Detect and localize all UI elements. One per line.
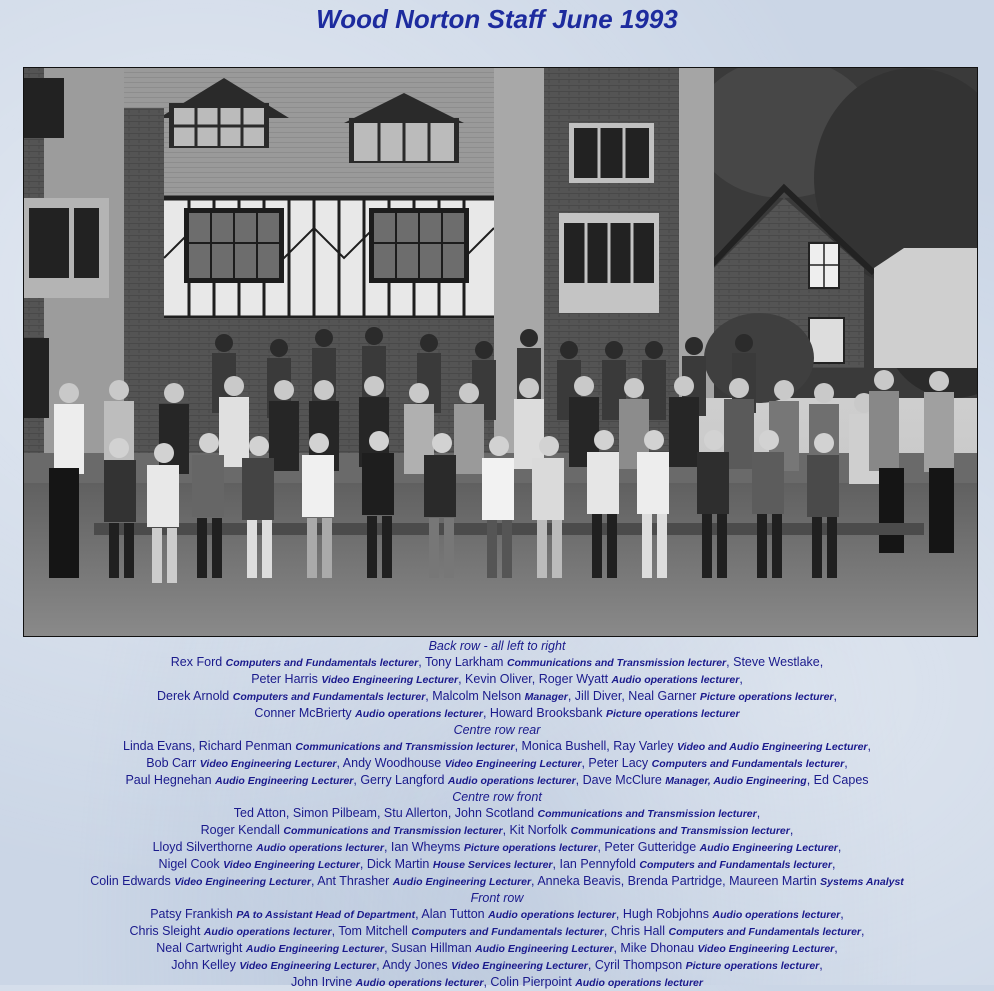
person-name: Peter Harris xyxy=(251,672,318,686)
person-name: Dave McClure xyxy=(582,773,662,787)
person-role: Communications and Transmission lecturer xyxy=(295,741,515,753)
person-name: Ian Wheyms xyxy=(390,840,461,854)
person-role: Picture operations lecturer xyxy=(605,708,740,720)
person-role: Audio operations lecturer xyxy=(447,775,576,787)
person-role: Audio operations lecturer xyxy=(575,977,703,989)
names-line: Derek Arnold Computers and Fundamentals lecturer, Malcolm Nelson Manager, Jill Diver, Neal Garner Picture operations lecturer, xyxy=(157,689,837,703)
person-name: Anneka Beavis xyxy=(537,874,621,888)
person-name: Maureen Martin xyxy=(729,874,817,888)
person-role: Computers and Fundamentals lecturer xyxy=(225,657,419,669)
person-role: Video Engineering Lecturer xyxy=(444,758,582,770)
person-name: Neal Garner xyxy=(628,689,697,703)
person-role: Video Engineering Lecturer xyxy=(199,758,337,770)
person-name: Conner McBrierty xyxy=(254,706,352,720)
person-name: Malcolm Nelson xyxy=(432,689,522,703)
person-name: Derek Arnold xyxy=(157,689,230,703)
names-line: John Irvine Audio operations lecturer, Colin Pierpoint Audio operations lecturer xyxy=(291,975,703,989)
person-name: Kevin Oliver xyxy=(465,672,532,686)
page-title: Wood Norton Staff June 1993 xyxy=(316,4,678,34)
photo-scene xyxy=(24,68,978,637)
person-name: Nigel Cook xyxy=(158,857,220,871)
person-role: Audio operations lecturer xyxy=(355,977,484,989)
person-role: Audio operations lecturer xyxy=(611,674,740,686)
person-name: Ian Pennyfold xyxy=(559,857,636,871)
row-heading: Centre row front xyxy=(452,790,542,804)
person-name: John Irvine xyxy=(291,975,353,989)
person-name: Steve Westlake xyxy=(733,655,820,669)
person-role: Audio operations lecturer xyxy=(488,909,616,921)
person-name: Roger Kendall xyxy=(200,823,280,837)
row-heading: Back row - all left to right xyxy=(428,639,566,653)
person-role: Computers and Fundamentals lecturer xyxy=(668,926,862,938)
person-role: Communications and Transmission lecturer xyxy=(570,825,790,837)
person-name: Chris Sleight xyxy=(129,924,201,938)
person-role: PA to Assistant Head of Department xyxy=(236,909,416,921)
person-role: Audio operations lecturer xyxy=(203,926,332,938)
person-name: Ray Varley xyxy=(613,739,674,753)
person-name: Rex Ford xyxy=(170,655,223,669)
names-line: Nigel Cook Video Engineering Lecturer, Dick Martin House Services lecturer, Ian Pennyfold Computers and Fundamentals lecturer, xyxy=(158,857,836,871)
person-role: House Services lecturer xyxy=(432,859,553,871)
person-name: Ted Atton xyxy=(233,806,286,820)
person-name: Bob Carr xyxy=(146,756,197,770)
person-role: Audio operations lecturer xyxy=(355,708,483,720)
row-heading: Centre row rear xyxy=(453,723,541,737)
person-role: Communications and Transmission lecturer xyxy=(506,657,727,669)
names-line: Lloyd Silverthorne Audio operations lecturer, Ian Wheyms Picture operations lecturer, Peter Gutteridge Audio Engineering Lecturer, xyxy=(152,840,842,854)
person-role: Video Engineering Lecturer xyxy=(223,859,360,871)
person-name: Paul Hegnehan xyxy=(125,773,212,787)
person-name: Peter Lacy xyxy=(588,756,649,770)
caption-block xyxy=(0,638,994,991)
person-name: Cyril Thompson xyxy=(594,958,683,972)
row-heading: Front row xyxy=(470,891,524,905)
names-line: Paul Hegnehan Audio Engineering Lecturer, Gerry Langford Audio operations lecturer, Dave McClure Manager, Audio Engineering, Ed Capes xyxy=(125,773,869,787)
names-line: Conner McBrierty Audio operations lecturer, Howard Brooksbank Picture operations lecturer xyxy=(254,706,740,720)
person-name: Peter Gutteridge xyxy=(604,840,697,854)
person-name: Hugh Robjohns xyxy=(622,907,710,921)
person-name: Simon Pilbeam xyxy=(292,806,377,820)
person-name: Tony Larkham xyxy=(424,655,504,669)
names-line: Bob Carr Video Engineering Lecturer, Andy Woodhouse Video Engineering Lecturer, Peter Lacy Computers and Fundamentals lecturer, xyxy=(146,756,848,770)
person-name: Patsy Frankish xyxy=(150,907,233,921)
person-name: Dick Martin xyxy=(366,857,430,871)
person-name: John Kelley xyxy=(171,958,236,972)
person-name: Howard Brooksbank xyxy=(489,706,603,720)
names-line: Linda Evans, Richard Penman Communications and Transmission lecturer, Monica Bushell, Ray Varley Video and Audio Engineering Lecturer, xyxy=(123,739,871,753)
person-name: Linda Evans xyxy=(123,739,192,753)
person-name: Kit Norfolk xyxy=(509,823,568,837)
person-name: Lloyd Silverthorne xyxy=(152,840,253,854)
person-role: Communications and Transmission lecturer xyxy=(537,808,757,820)
person-name: Chris Hall xyxy=(610,924,665,938)
person-role: Picture operations lecturer xyxy=(463,842,598,854)
person-role: Computers and Fundamentals lecturer xyxy=(232,691,426,703)
person-name: Brenda Partridge xyxy=(627,874,723,888)
person-name: Mike Dhonau xyxy=(620,941,695,955)
person-name: Andy Woodhouse xyxy=(342,756,442,770)
person-role: Audio Engineering Lecturer xyxy=(215,775,354,787)
person-role: Audio operations lecturer xyxy=(256,842,384,854)
person-name: Neal Cartwright xyxy=(156,941,243,955)
person-role: Video Engineering Lecturer xyxy=(321,674,459,686)
person-name: Stu Allerton xyxy=(383,806,448,820)
person-role: Audio Engineering Lecturer xyxy=(699,842,838,854)
person-role: Video Engineering Lecturer xyxy=(451,960,588,972)
person-name: Monica Bushell xyxy=(521,739,607,753)
person-role: Manager, Audio Engineering xyxy=(665,775,807,787)
person-role: Audio Engineering Lecturer xyxy=(392,876,532,888)
person-name: Gerry Langford xyxy=(360,773,445,787)
names-line: Peter Harris Video Engineering Lecturer, Kevin Oliver, Roger Wyatt Audio operations lecturer, xyxy=(251,672,743,686)
person-role: Picture operations lecturer xyxy=(699,691,834,703)
person-name: Ant Thrasher xyxy=(317,874,390,888)
staff-group-photo xyxy=(23,67,978,637)
person-role: Manager xyxy=(524,691,568,703)
person-role: Audio Engineering Lecturer xyxy=(245,943,385,955)
person-name: Andy Jones xyxy=(382,958,448,972)
names-line: Ted Atton, Simon Pilbeam, Stu Allerton, John Scotland Communications and Transmission lecturer, xyxy=(233,806,761,820)
names-line: Roger Kendall Communications and Transmission lecturer, Kit Norfolk Communications and Transmission lecturer, xyxy=(200,823,794,837)
person-role: Video and Audio Engineering Lecturer xyxy=(676,741,868,753)
person-role: Audio Engineering Lecturer xyxy=(475,943,614,955)
person-name: Tom Mitchell xyxy=(338,924,408,938)
person-name: Richard Penman xyxy=(198,739,292,753)
person-role: Communications and Transmission lecturer xyxy=(283,825,503,837)
person-role: Computers and Fundamentals lecturer xyxy=(411,926,604,938)
person-role: Video Engineering Lecturer xyxy=(697,943,835,955)
person-name: Roger Wyatt xyxy=(538,672,609,686)
person-name: Colin Pierpoint xyxy=(490,975,572,989)
person-role: Video Engineering Lecturer xyxy=(174,876,311,888)
person-role: Systems Analyst xyxy=(820,876,904,888)
person-role: Picture operations lecturer xyxy=(685,960,820,972)
person-name: Ed Capes xyxy=(813,773,869,787)
names-line: Patsy Frankish PA to Assistant Head of Department, Alan Tutton Audio operations lecturer, Hugh Robjohns Audio operations lecturer, xyxy=(150,907,844,921)
names-line: John Kelley Video Engineering Lecturer, Andy Jones Video Engineering Lecturer, Cyril Thompson Picture operations lecturer, xyxy=(171,958,823,972)
person-role: Computers and Fundamentals lecturer xyxy=(639,859,832,871)
names-line: Colin Edwards Video Engineering Lecturer, Ant Thrasher Audio Engineering Lecturer, Anneka Beavis, Brenda Partridge, Maureen Martin Systems Analyst xyxy=(90,874,904,888)
person-name: Susan Hillman xyxy=(391,941,472,955)
names-line: Neal Cartwright Audio Engineering Lecturer, Susan Hillman Audio Engineering Lecturer, Mike Dhonau Video Engineering Lecturer, xyxy=(156,941,838,955)
person-role: Audio operations lecturer xyxy=(712,909,841,921)
person-name: John Scotland xyxy=(454,806,535,820)
names-line: Rex Ford Computers and Fundamentals lecturer, Tony Larkham Communications and Transmission lecturer, Steve Westlake, xyxy=(170,655,824,669)
names-line: Chris Sleight Audio operations lecturer, Tom Mitchell Computers and Fundamentals lecturer, Chris Hall Computers and Fundamentals lecturer, xyxy=(129,924,865,938)
person-role: Video Engineering Lecturer xyxy=(239,960,377,972)
person-name: Alan Tutton xyxy=(421,907,485,921)
person-name: Jill Diver xyxy=(574,689,622,703)
person-name: Colin Edwards xyxy=(90,874,171,888)
person-role: Computers and Fundamentals lecturer xyxy=(651,758,845,770)
